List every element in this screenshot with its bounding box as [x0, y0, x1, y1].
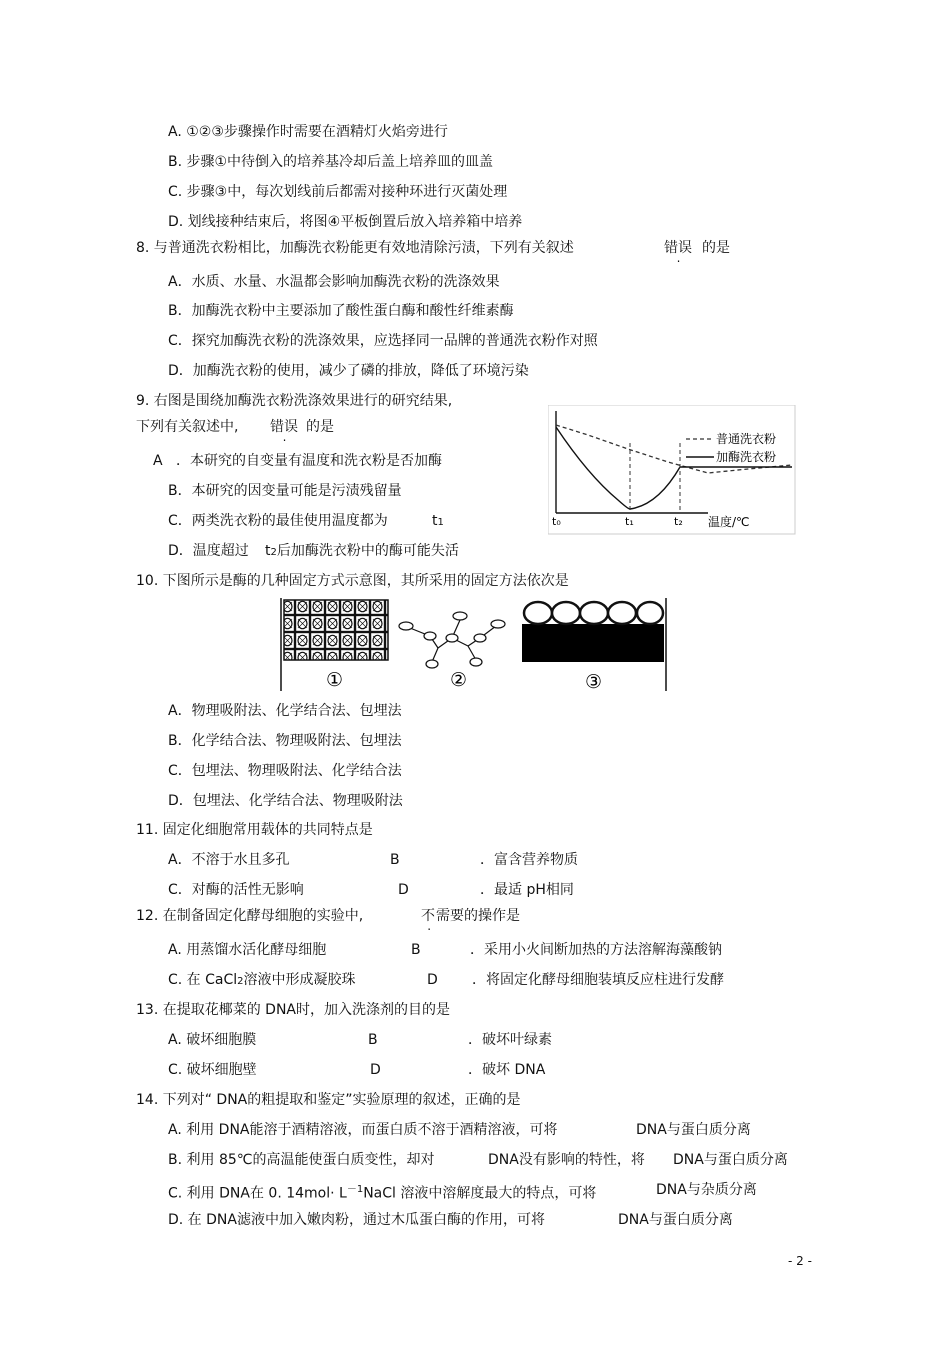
q9-stem-emphasis: 错误 .	[270, 418, 298, 436]
q11-option-c: C．对酶的活性无影响	[168, 882, 304, 898]
panel-1-matrix	[284, 600, 388, 660]
q8-option-c: C．探究加酶洗衣粉的洗涤效果，应选择同一品牌的普通洗衣粉作对照	[168, 333, 598, 349]
panel-2-molecule	[399, 612, 505, 668]
q9-option-d: D．温度超过	[168, 543, 249, 559]
immobilization-figure	[280, 598, 668, 691]
q12-option-d: ．将固定化酵母细胞装填反应柱进行发酵	[472, 972, 724, 988]
q9-option-d-value: t2后加酶洗衣粉中的酶可能失活	[265, 543, 459, 559]
q12-stem-end: 需要的操作是	[436, 908, 520, 924]
q14-option-a-end: DNA与蛋白质分离	[636, 1122, 751, 1138]
q13-option-b: ．破坏叶绿素	[468, 1032, 552, 1048]
q7-option-a: A. ①②③步骤操作时需要在酒精灯火焰旁进行	[168, 124, 448, 140]
temperature-chart	[548, 405, 796, 535]
q14-option-c: C. 利用 DNA在 0. $14mol\cdot L^{-1}NaCl$ 溶液中溶解度最大的特点，可将	[168, 1184, 597, 1202]
q8-option-d: D．加酶洗衣粉的使用，减少了磷的排放，降低了环境污染	[168, 363, 529, 379]
q13-option-b-letter: B	[368, 1032, 378, 1048]
tick-t0: t₀	[552, 515, 561, 528]
q8-option-b: B．加酶洗衣粉中主要添加了酸性蛋白酶和酸性纤维素酶	[168, 303, 514, 319]
legend-normal: 普通洗衣粉	[716, 432, 777, 446]
q14-option-d-end: DNA与蛋白质分离	[618, 1212, 733, 1228]
q12-stem-emphasis: 不 .	[421, 907, 435, 925]
q12-stem: 12. 在制备固定化酵母细胞的实验中,	[136, 908, 364, 924]
q11-option-a: A．不溶于水且多孔	[168, 852, 290, 868]
tick-t2: t₂	[674, 515, 683, 528]
chart-frame	[548, 405, 795, 534]
x-axis-label: 温度/℃	[708, 515, 750, 529]
q8-option-a: A．水质、水量、水温都会影响加酶洗衣粉的洗涤效果	[168, 274, 500, 290]
page-number: - 2 -	[788, 1254, 812, 1268]
q12-option-b: ．采用小火间断加热的方法溶解海藻酸钠	[470, 942, 722, 958]
q10-option-a: A．物理吸附法、化学结合法、包埋法	[168, 703, 402, 719]
q14-option-a: A. 利用 DNA能溶于酒精溶液，而蛋白质不溶于酒精溶液，可将	[168, 1122, 558, 1138]
legend-enzyme: 加酶洗衣粉	[716, 450, 777, 464]
q9-option-b: B．本研究的因变量可能是污渍残留量	[168, 483, 402, 499]
q7-option-b: B. 步骤①中待倒入的培养基冷却后盖上培养皿的皿盖	[168, 154, 494, 170]
q13-option-c: C. 破坏细胞壁	[168, 1062, 257, 1078]
q14-stem: 14. 下列对“ DNA的粗提取和鉴定”实验原理的叙述，正确的是	[136, 1092, 521, 1108]
q10-option-c: C．包埋法、物理吸附法、化学结合法	[168, 763, 402, 779]
q9-option-a: ．本研究的自变量有温度和洗衣粉是否加酶	[176, 453, 442, 469]
q9-option-c-value: t1	[432, 513, 444, 529]
fig-label-1: ①	[326, 669, 344, 691]
q10-option-b: B．化学结合法、物理吸附法、包埋法	[168, 733, 402, 749]
q11-option-d-letter: D	[398, 882, 409, 898]
q10-stem: 10. 下图所示是酶的几种固定方式示意图，其所采用的固定方法依次是	[136, 573, 569, 589]
q8-stem: 8. 与普通洗衣粉相比，加酶洗衣粉能更有效地清除污渍，下列有关叙述	[136, 240, 574, 256]
q9-option-c: C．两类洗衣粉的最佳使用温度都为	[168, 513, 388, 529]
q12-option-b-letter: B	[411, 942, 421, 958]
q7-option-c: C. 步骤③中，每次划线前后都需对接种环进行灭菌处理	[168, 184, 508, 200]
q10-option-d: D．包埋法、化学结合法、物理吸附法	[168, 793, 403, 809]
q13-option-d-letter: D	[370, 1062, 381, 1078]
q12-option-d-letter: D	[427, 972, 438, 988]
panel-3-adsorption	[522, 602, 664, 662]
fig-label-2: ②	[450, 669, 468, 691]
q9-stem-end: 的是	[306, 419, 334, 435]
q8-stem-emphasis: 错误 .	[664, 239, 692, 257]
q12-option-a: A. 用蒸馏水活化酵母细胞	[168, 942, 327, 958]
q13-stem: 13. 在提取花椰菜的 DNA时，加入洗涤剂的目的是	[136, 1002, 450, 1018]
q13-option-a: A. 破坏细胞膜	[168, 1032, 257, 1048]
q13-option-d: ．破坏 DNA	[468, 1062, 546, 1078]
q14-option-b: B. 利用 85℃的高温能使蛋白质变性，却对	[168, 1152, 435, 1168]
tick-t1: t₁	[625, 515, 634, 528]
q9-stem-line2: 下列有关叙述中,	[136, 419, 239, 435]
q14-option-d: D. 在 DNA滤液中加入嫩肉粉，通过木瓜蛋白酶的作用，可将	[168, 1212, 545, 1228]
q9-stem-line1: 9. 右图是围绕加酶洗衣粉洗涤效果进行的研究结果,	[136, 393, 453, 409]
q11-option-d: ．最适 pH相同	[480, 882, 574, 898]
q12-option-c: C. 在 CaCl2溶液中形成凝胶珠	[168, 972, 356, 988]
q11-option-b: ．富含营养物质	[480, 852, 578, 868]
q14-option-b-end: DNA与蛋白质分离	[673, 1152, 788, 1168]
q14-option-b-mid: DNA没有影响的特性，将	[488, 1152, 645, 1168]
q14-option-c-end: DNA与杂质分离	[656, 1182, 757, 1198]
q7-option-d: D. 划线接种结束后，将图④平板倒置后放入培养箱中培养	[168, 214, 523, 230]
fig-label-3: ③	[585, 671, 603, 691]
q8-stem-end: 的是	[702, 240, 730, 256]
q11-option-b-letter: B	[390, 852, 400, 868]
q11-stem: 11. 固定化细胞常用载体的共同特点是	[136, 822, 373, 838]
q9-option-a-letter: A	[153, 453, 163, 469]
